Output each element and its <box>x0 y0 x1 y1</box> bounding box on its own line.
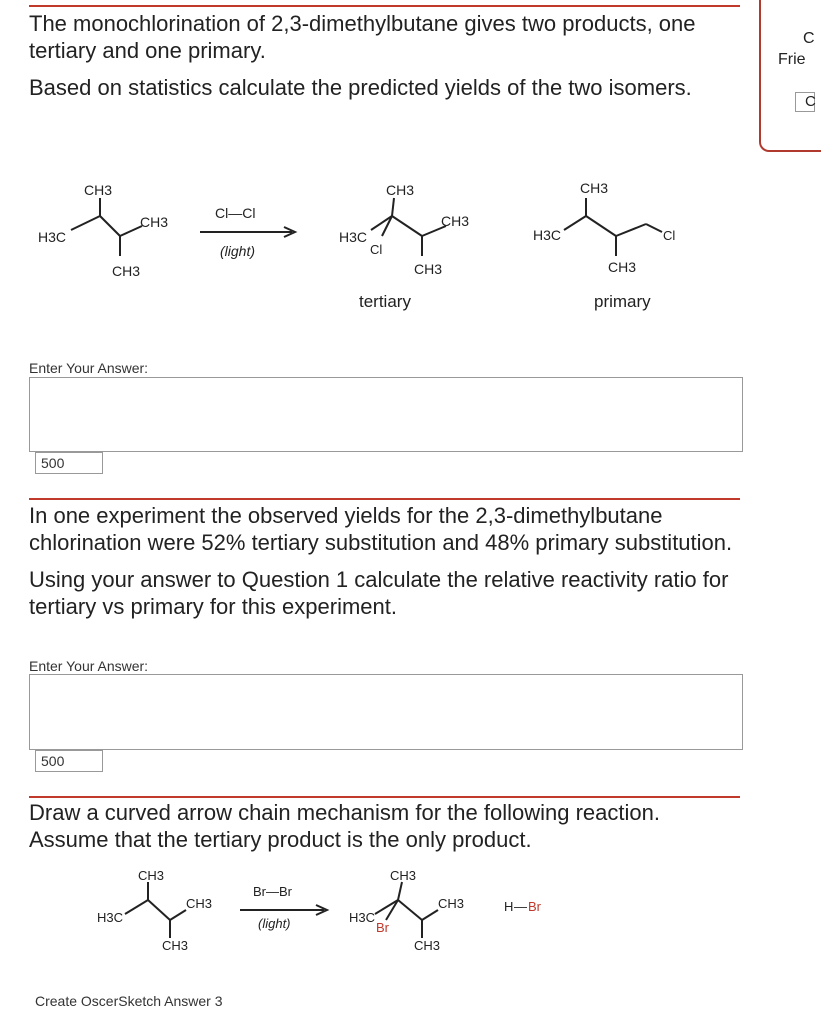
ch3-label: CH3 <box>138 868 165 883</box>
h3c-label: H3C <box>339 229 368 245</box>
ch3-label: CH3 <box>162 938 189 953</box>
sketch-answer-link[interactable]: Create OscerSketch Answer 3 <box>35 993 223 1009</box>
byproduct-h: H <box>504 899 514 914</box>
ch3-label: CH3 <box>608 259 637 275</box>
question-1-divider <box>29 5 740 7</box>
ch3-label: CH3 <box>580 180 609 196</box>
question-2-text <box>29 502 741 620</box>
h3c-label: H3C <box>38 229 67 245</box>
question-3-paragraph-1: Draw a curved arrow chain mechanism for the following reaction. Assume that the tertiary product is the only product. <box>29 800 660 852</box>
h3c-label: H3C <box>533 227 562 243</box>
side-panel <box>759 0 821 152</box>
reagent-label: Br—Br <box>253 884 292 899</box>
ch3-label: CH3 <box>414 938 441 953</box>
ch3-label: CH3 <box>140 214 169 230</box>
char-counter-2: 500 <box>35 750 103 772</box>
char-counter-1: 500 <box>35 452 103 474</box>
question-3-text <box>29 799 741 853</box>
ch3-label: CH3 <box>390 868 417 883</box>
question-1-text <box>29 10 741 101</box>
ch3-label: CH3 <box>186 896 213 911</box>
side-panel-button[interactable]: C <box>795 92 815 112</box>
ch3-label: CH3 <box>414 261 443 277</box>
label-tertiary: tertiary <box>359 292 411 311</box>
cl-label: Cl <box>370 242 383 257</box>
ch3-label: CH3 <box>386 182 415 198</box>
question-2-divider <box>29 498 740 500</box>
br-label: Br <box>376 920 389 935</box>
question-2-paragraph-1: In one experiment the observed yields for the 2,3-dimethylbutane chlorination were 52% tertiary substitution and 48% primary substitution. <box>29 503 733 555</box>
byproduct-bond: — <box>514 899 527 914</box>
h3c-label: H3C <box>349 910 376 925</box>
answer-textarea-2[interactable] <box>29 674 743 750</box>
question-1-paragraph-1: The monochlorination of 2,3-dimethylbutane gives two products, one tertiary and one primary. <box>29 11 696 63</box>
ch3-label: CH3 <box>112 263 141 279</box>
ch3-label: CH3 <box>84 182 113 198</box>
reagent-label: Cl—Cl <box>215 205 256 221</box>
byproduct-br: Br <box>528 899 541 914</box>
side-panel-text-2: Frie <box>778 51 806 68</box>
condition-label: (light) <box>220 243 256 259</box>
ch3-label: CH3 <box>441 213 470 229</box>
answer-textarea-1[interactable] <box>29 377 743 452</box>
answer-label-1: Enter Your Answer: <box>29 360 149 376</box>
question-2-paragraph-2: Using your answer to Question 1 calculate the relative reactivity ratio for tertiary vs primary for this experiment. <box>29 567 729 619</box>
reaction-scheme-bromination <box>80 862 640 962</box>
question-1-paragraph-2: Based on statistics calculate the predicted yields of the two isomers. <box>29 75 692 100</box>
condition-label: (light) <box>258 916 291 931</box>
label-primary: primary <box>594 292 651 311</box>
answer-label-2: Enter Your Answer: <box>29 658 149 674</box>
side-panel-text: C <box>803 30 815 47</box>
question-3-divider <box>29 796 740 798</box>
reaction-scheme-chlorination <box>20 170 720 310</box>
cl-label: Cl <box>663 228 676 243</box>
ch3-label: CH3 <box>438 896 465 911</box>
h3c-label: H3C <box>97 910 124 925</box>
